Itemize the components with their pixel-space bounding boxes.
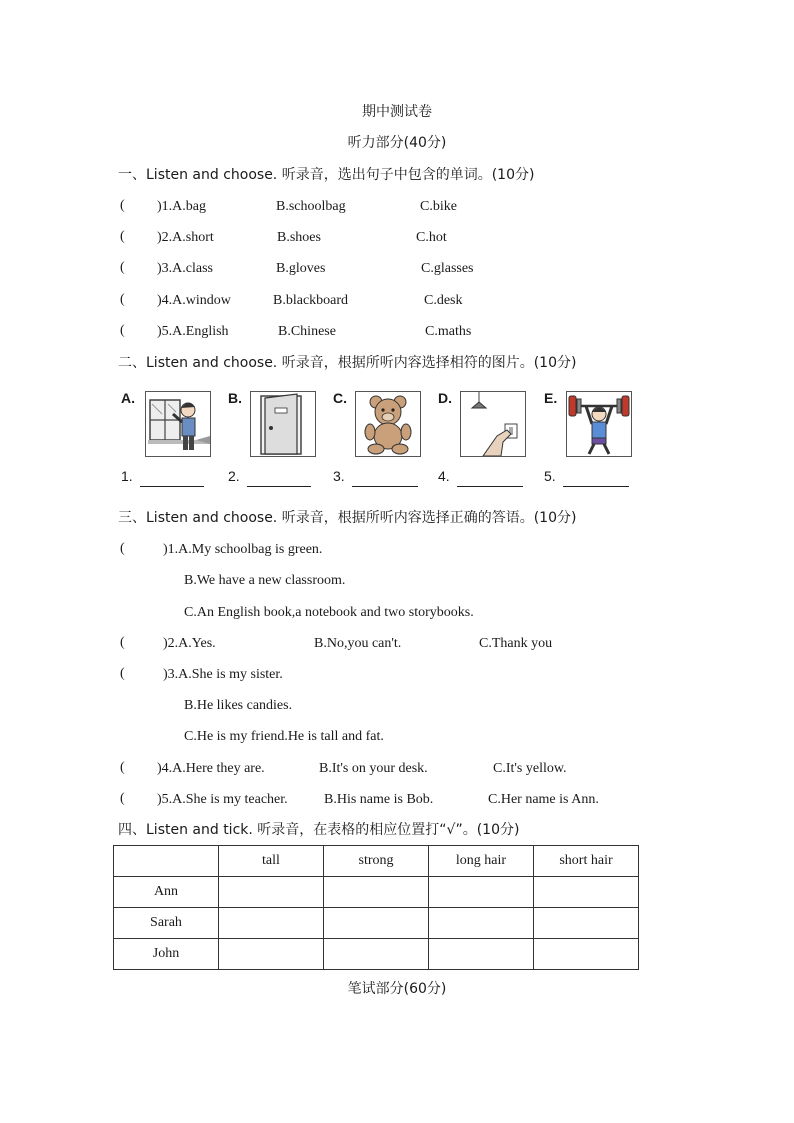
tick-cell[interactable] — [429, 908, 534, 939]
answer-paren: ( — [120, 323, 125, 338]
tick-table — [113, 845, 639, 970]
option-c: C.hot — [416, 230, 447, 245]
picture-letter: E. — [544, 390, 558, 406]
option-a: )1.A.bag — [157, 199, 206, 214]
option-c: C.desk — [424, 293, 463, 308]
picture-letter: B. — [228, 390, 242, 406]
option-b: B.His name is Bob. — [324, 792, 434, 807]
answer-paren: ( — [120, 760, 125, 775]
tick-cell[interactable] — [534, 908, 639, 939]
window-boy-icon — [146, 392, 210, 456]
option-b: B.Chinese — [278, 324, 336, 339]
tick-cell[interactable] — [219, 908, 324, 939]
exam-title: 期中测试卷 — [362, 104, 432, 120]
option-a: )4.A.window — [157, 293, 231, 308]
tick-cell[interactable] — [429, 939, 534, 970]
column-header: long hair — [429, 846, 534, 877]
answer-paren: ( — [120, 666, 125, 681]
blank-number: 5. — [544, 468, 556, 484]
option-a: )1.A.My schoolbag is green. — [163, 542, 323, 557]
column-header: short hair — [534, 846, 639, 877]
row-header: Ann — [114, 877, 219, 908]
table-row — [114, 908, 639, 939]
option-a: )4.A.Here they are. — [157, 761, 265, 776]
listening-heading: 听力部分(40分) — [347, 135, 447, 151]
row-header: Sarah — [114, 908, 219, 939]
section3-heading: 三、Listen and choose. 听录音，根据所听内容选择正确的答语。(10分) — [118, 510, 577, 526]
column-header: tall — [219, 846, 324, 877]
door-icon — [251, 392, 315, 456]
section1-heading: 一、Listen and choose. 听录音，选出句子中包含的单词。(10分) — [118, 167, 535, 183]
answer-blank[interactable] — [563, 470, 629, 487]
row-header: John — [114, 939, 219, 970]
picture-a — [145, 391, 211, 457]
option-b: B.It's on your desk. — [319, 761, 428, 776]
answer-paren: ( — [120, 791, 125, 806]
section2-heading: 二、Listen and choose. 听录音，根据所听内容选择相符的图片。(10分) — [118, 355, 577, 371]
answer-paren: ( — [120, 260, 125, 275]
option-c: C.Thank you — [479, 636, 553, 651]
tick-cell[interactable] — [219, 877, 324, 908]
picture-e — [566, 391, 632, 457]
section4-heading: 四、Listen and tick. 听录音，在表格的相应位置打“√”。(10分) — [118, 822, 520, 838]
option-a: )5.A.She is my teacher. — [157, 792, 288, 807]
option-c: C.Her name is Ann. — [488, 792, 599, 807]
option-c: C.An English book,a notebook and two storybooks. — [184, 605, 474, 620]
light-switch-icon — [461, 392, 525, 456]
tick-cell[interactable] — [534, 877, 639, 908]
picture-letter: D. — [438, 390, 452, 406]
table-corner-cell — [114, 846, 219, 877]
weightlifting-boy-icon — [567, 392, 631, 456]
answer-paren: ( — [120, 292, 125, 307]
table-header-row — [114, 846, 639, 877]
option-c: C.He is my friend.He is tall and fat. — [184, 729, 384, 744]
option-b: B.gloves — [276, 261, 326, 276]
answer-paren: ( — [120, 635, 125, 650]
tick-cell[interactable] — [219, 939, 324, 970]
answer-blank[interactable] — [352, 470, 418, 487]
blank-number: 1. — [121, 468, 133, 484]
option-b: B.He likes candies. — [184, 698, 293, 713]
answer-paren: ( — [120, 229, 125, 244]
picture-c — [355, 391, 421, 457]
answer-blank[interactable] — [457, 470, 523, 487]
tick-cell[interactable] — [324, 908, 429, 939]
option-c: C.maths — [425, 324, 472, 339]
writing-heading: 笔试部分(60分) — [347, 981, 447, 997]
option-a: )3.A.She is my sister. — [163, 667, 283, 682]
tick-cell[interactable] — [534, 939, 639, 970]
answer-paren: ( — [120, 198, 125, 213]
option-a: )3.A.class — [157, 261, 213, 276]
option-b: B.No,you can't. — [314, 636, 402, 651]
option-a: )2.A.short — [157, 230, 214, 245]
option-b: B.blackboard — [273, 293, 349, 308]
column-header: strong — [324, 846, 429, 877]
option-c: C.glasses — [421, 261, 474, 276]
blank-number: 4. — [438, 468, 450, 484]
tick-cell[interactable] — [324, 939, 429, 970]
picture-letter: A. — [121, 390, 135, 406]
option-b: B.shoes — [277, 230, 321, 245]
answer-paren: ( — [120, 541, 125, 556]
option-a: )5.A.English — [157, 324, 229, 339]
blank-number: 3. — [333, 468, 345, 484]
tick-cell[interactable] — [324, 877, 429, 908]
table-row — [114, 877, 639, 908]
option-a: )2.A.Yes. — [163, 636, 216, 651]
table-row — [114, 939, 639, 970]
picture-d — [460, 391, 526, 457]
option-b: B.schoolbag — [276, 199, 346, 214]
teddy-bear-icon — [356, 392, 420, 456]
answer-blank[interactable] — [247, 470, 311, 487]
picture-letter: C. — [333, 390, 347, 406]
option-b: B.We have a new classroom. — [184, 573, 346, 588]
answer-blank[interactable] — [140, 470, 204, 487]
picture-b — [250, 391, 316, 457]
option-c: C.It's yellow. — [493, 761, 567, 776]
tick-cell[interactable] — [429, 877, 534, 908]
blank-number: 2. — [228, 468, 240, 484]
option-c: C.bike — [420, 199, 457, 214]
